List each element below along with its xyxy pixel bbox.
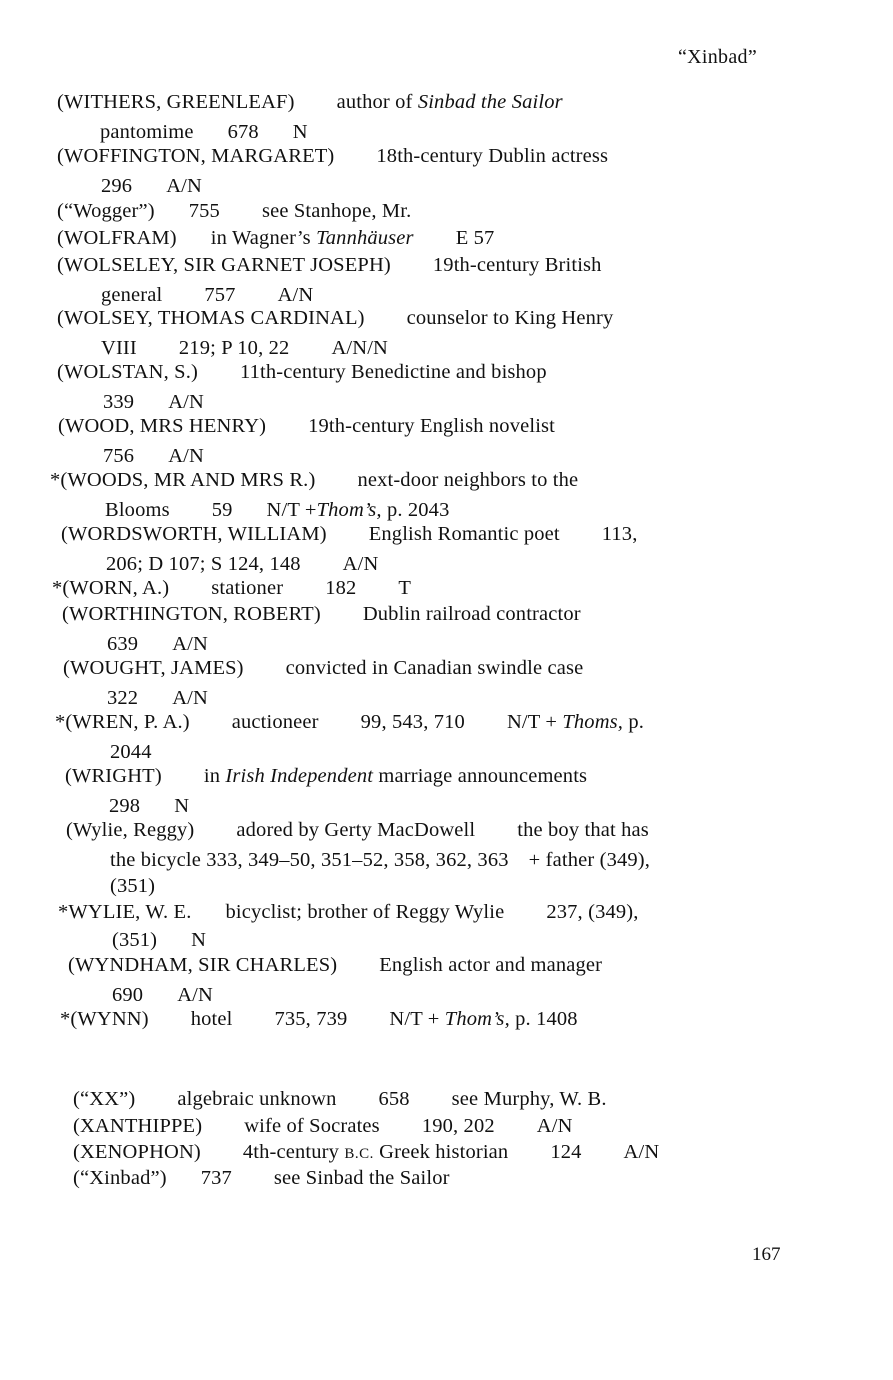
entry-xinbad: [73, 1166, 450, 1190]
entry-pages: 735, 739: [274, 1008, 348, 1030]
entry-code: T: [398, 577, 412, 599]
entry-wylie-we-cont: [112, 928, 206, 952]
entry-code: A/N: [177, 984, 213, 1006]
page-number: 167: [752, 1244, 781, 1265]
entry-xenophon: [73, 1140, 659, 1166]
entry-pages: 182: [325, 577, 357, 599]
entry-description: English Romantic poet: [368, 523, 560, 545]
entry-title: Sinbad the Sailor: [417, 91, 563, 113]
entry-wyndham: [68, 953, 602, 977]
entry-name: *WYLIE, W. E.: [58, 901, 192, 923]
entry-code: N/T +: [266, 499, 317, 521]
entry-name: (WORTHINGTON, ROBERT): [62, 603, 321, 625]
entry-wren: [55, 710, 644, 734]
entry-pages: 124: [550, 1141, 582, 1163]
entry-name: *(WREN, P. A.): [55, 711, 190, 733]
entry-description: 18th-century Dublin actress: [376, 145, 609, 167]
entry-wylie-we: [58, 900, 639, 924]
entry-pages: 757: [204, 284, 236, 306]
entry-wynn: [60, 1007, 578, 1031]
entry-name: (WYNDHAM, SIR CHARLES): [68, 954, 338, 976]
entry-description: general: [101, 284, 163, 306]
entry-wolstan-cont: [103, 390, 204, 414]
entry-pages: 206; D 107; S 124, 148: [106, 553, 301, 575]
entry-name: (“Xinbad”): [73, 1167, 167, 1189]
entry-description: in: [203, 765, 221, 787]
entry-worthington: [62, 602, 581, 626]
entry-description: pantomime: [100, 121, 194, 143]
entry-description: adored by Gerty MacDowell: [236, 819, 476, 841]
entry-name: *(WYNN): [60, 1008, 149, 1030]
entry-name: *(WORN, A.): [52, 577, 170, 599]
entry-name: (WOLSELEY, SIR GARNET JOSEPH): [57, 254, 391, 276]
entry-ref-title: Thoms,: [562, 711, 624, 733]
entry-name: (WOLSEY, THOMAS CARDINAL): [57, 307, 365, 329]
entry-name: (WORDSWORTH, WILLIAM): [61, 523, 327, 545]
entry-pages: 678: [227, 121, 259, 143]
entry-worn: [52, 576, 411, 600]
entry-code: A/N: [172, 633, 208, 655]
entry-withers: [57, 90, 563, 114]
entry-pages: 296: [101, 175, 133, 197]
entry-name: (WOLSTAN, S.): [57, 361, 198, 383]
entry-ref: p. 2043: [386, 499, 450, 521]
entry-wolseley-cont: [101, 283, 313, 307]
entry-code: A/N: [172, 687, 208, 709]
entry-name: (WOFFINGTON, MARGARET): [57, 145, 335, 167]
entry-pages: 322: [107, 687, 139, 709]
entry-description: algebraic unknown: [177, 1088, 337, 1110]
entry-description: Blooms: [105, 499, 170, 521]
entry-description: bicyclist; brother of Reggy Wylie: [225, 901, 505, 923]
entry-code: A/N: [536, 1115, 573, 1137]
entry-name: (WOUGHT, JAMES): [63, 657, 244, 679]
entry-name: (WOLFRAM): [57, 227, 177, 249]
entry-pages: 298: [109, 795, 141, 817]
entry-woods-cont: [105, 498, 450, 522]
entry-description: stationer: [211, 577, 284, 599]
entry-pages: 756: [103, 445, 135, 467]
entry-description: the boy that has: [517, 819, 649, 841]
entry-worthington-cont: [107, 632, 208, 656]
entry-code: A/N: [623, 1141, 660, 1163]
entry-description: 19th-century British: [432, 254, 602, 276]
entry-ref-title: Thom’s,: [316, 499, 382, 521]
entry-name: (“XX”): [73, 1088, 136, 1110]
entry-see: see Stanhope, Mr.: [261, 200, 412, 222]
entry-pages: 113,: [601, 523, 638, 545]
entry-wought: [63, 656, 583, 680]
entry-pages: 190, 202: [421, 1115, 495, 1137]
entry-wogger: [57, 199, 411, 223]
entry-wren-cont: [110, 740, 152, 764]
entry-description: in Wagner’s: [210, 227, 311, 249]
entry-code: A/N: [166, 175, 202, 197]
entry-wordsworth-cont: [106, 552, 378, 576]
entry-wylie-reggy-cont2: [110, 874, 155, 898]
entry-era: B.C.: [344, 1146, 374, 1162]
entry-wought-cont: [107, 686, 208, 710]
entry-wood-cont: [103, 444, 204, 468]
entry-name: (XANTHIPPE): [73, 1115, 203, 1137]
entry-xx: [73, 1087, 607, 1111]
entry-xanthippe: [73, 1114, 573, 1138]
entry-pages: 237, (349),: [546, 901, 639, 923]
entry-wright-cont: [109, 794, 189, 818]
entry-wyndham-cont: [112, 983, 213, 1007]
entry-pages: 690: [112, 984, 144, 1006]
entry-description: Greek historian: [379, 1141, 509, 1163]
entry-title: Irish Independent: [225, 765, 374, 787]
entry-code: A/N/N: [331, 337, 388, 359]
entry-ref: 2044: [110, 741, 152, 763]
entry-woffington: [57, 144, 608, 168]
entry-wolseley: [57, 253, 602, 277]
entry-description: VIII: [101, 337, 137, 359]
entry-description: author of: [336, 91, 413, 113]
entry-description: 19th-century English novelist: [308, 415, 556, 437]
entry-pages: 59: [211, 499, 233, 521]
entry-code: A/N: [342, 553, 379, 575]
entry-ref: p.: [628, 711, 645, 733]
running-head: “Xinbad”: [677, 46, 757, 68]
entry-withers-cont: [100, 120, 308, 144]
entry-code: N/T +: [389, 1008, 440, 1030]
entry-wolstan: [57, 360, 547, 384]
entry-wolsey-cont: [101, 336, 388, 360]
entry-see: see Murphy, W. B.: [451, 1088, 607, 1110]
entry-pages: 639: [107, 633, 139, 655]
entry-title: Tannhäuser: [316, 227, 414, 249]
entry-description: English actor and manager: [379, 954, 603, 976]
entry-description: next-door neighbors to the: [357, 469, 579, 491]
entry-description: wife of Socrates: [244, 1115, 380, 1137]
entry-description: convicted in Canadian swindle case: [285, 657, 584, 679]
entry-code: N: [292, 121, 308, 143]
entry-pages: 737: [200, 1167, 232, 1189]
entry-code: A/N: [168, 391, 204, 413]
entry-pages: (351): [110, 875, 156, 897]
entry-name: (WITHERS, GREENLEAF): [57, 91, 295, 113]
entry-description: auctioneer: [231, 711, 319, 733]
entry-description: hotel: [190, 1008, 233, 1030]
entry-pages: 99, 543, 710: [360, 711, 465, 733]
entry-name: *(WOODS, MR AND MRS R.): [50, 469, 316, 491]
entry-extra: + father (349),: [528, 849, 651, 871]
entry-woods: [50, 468, 578, 492]
entry-wright: [65, 764, 587, 788]
entry-see: see Sinbad the Sailor: [273, 1167, 450, 1189]
entry-pages: E 57: [455, 227, 495, 249]
entry-code: N: [191, 929, 207, 951]
entry-wolfram: [57, 226, 494, 250]
entry-name: (WRIGHT): [65, 765, 162, 787]
entry-wordsworth: [61, 522, 637, 546]
entry-ref: p. 1408: [515, 1008, 578, 1030]
entry-pages: the bicycle 333, 349–50, 351–52, 358, 362, 363: [110, 849, 509, 871]
entry-wylie-reggy-cont: [110, 848, 650, 872]
entry-name: (“Wogger”): [57, 200, 155, 222]
entry-description: counselor to King Henry: [406, 307, 614, 329]
entry-code: N: [174, 795, 190, 817]
entry-name: (XENOPHON): [73, 1141, 201, 1163]
entry-wood: [58, 414, 555, 438]
entry-name: (WOOD, MRS HENRY): [58, 415, 267, 437]
entry-wylie-reggy: [66, 818, 649, 842]
entry-woffington-cont: [101, 174, 202, 198]
entry-ref-title: Thom’s,: [444, 1008, 510, 1030]
entry-pages: 219; P 10, 22: [178, 337, 290, 359]
entry-code: A/N: [168, 445, 204, 467]
entry-description: 4th-century: [242, 1141, 340, 1163]
entry-description: marriage announcements: [378, 765, 588, 787]
entry-description: Dublin railroad contractor: [362, 603, 581, 625]
entry-description: 11th-century Benedictine and bishop: [239, 361, 547, 383]
entry-code: N/T +: [506, 711, 558, 733]
entry-wolsey: [57, 306, 613, 330]
entry-name: (Wylie, Reggy): [66, 819, 195, 841]
entry-pages: 658: [378, 1088, 410, 1110]
entry-pages: (351): [112, 929, 158, 951]
entry-pages: 339: [103, 391, 135, 413]
entry-code: A/N: [277, 284, 314, 306]
entry-pages: 755: [188, 200, 220, 222]
